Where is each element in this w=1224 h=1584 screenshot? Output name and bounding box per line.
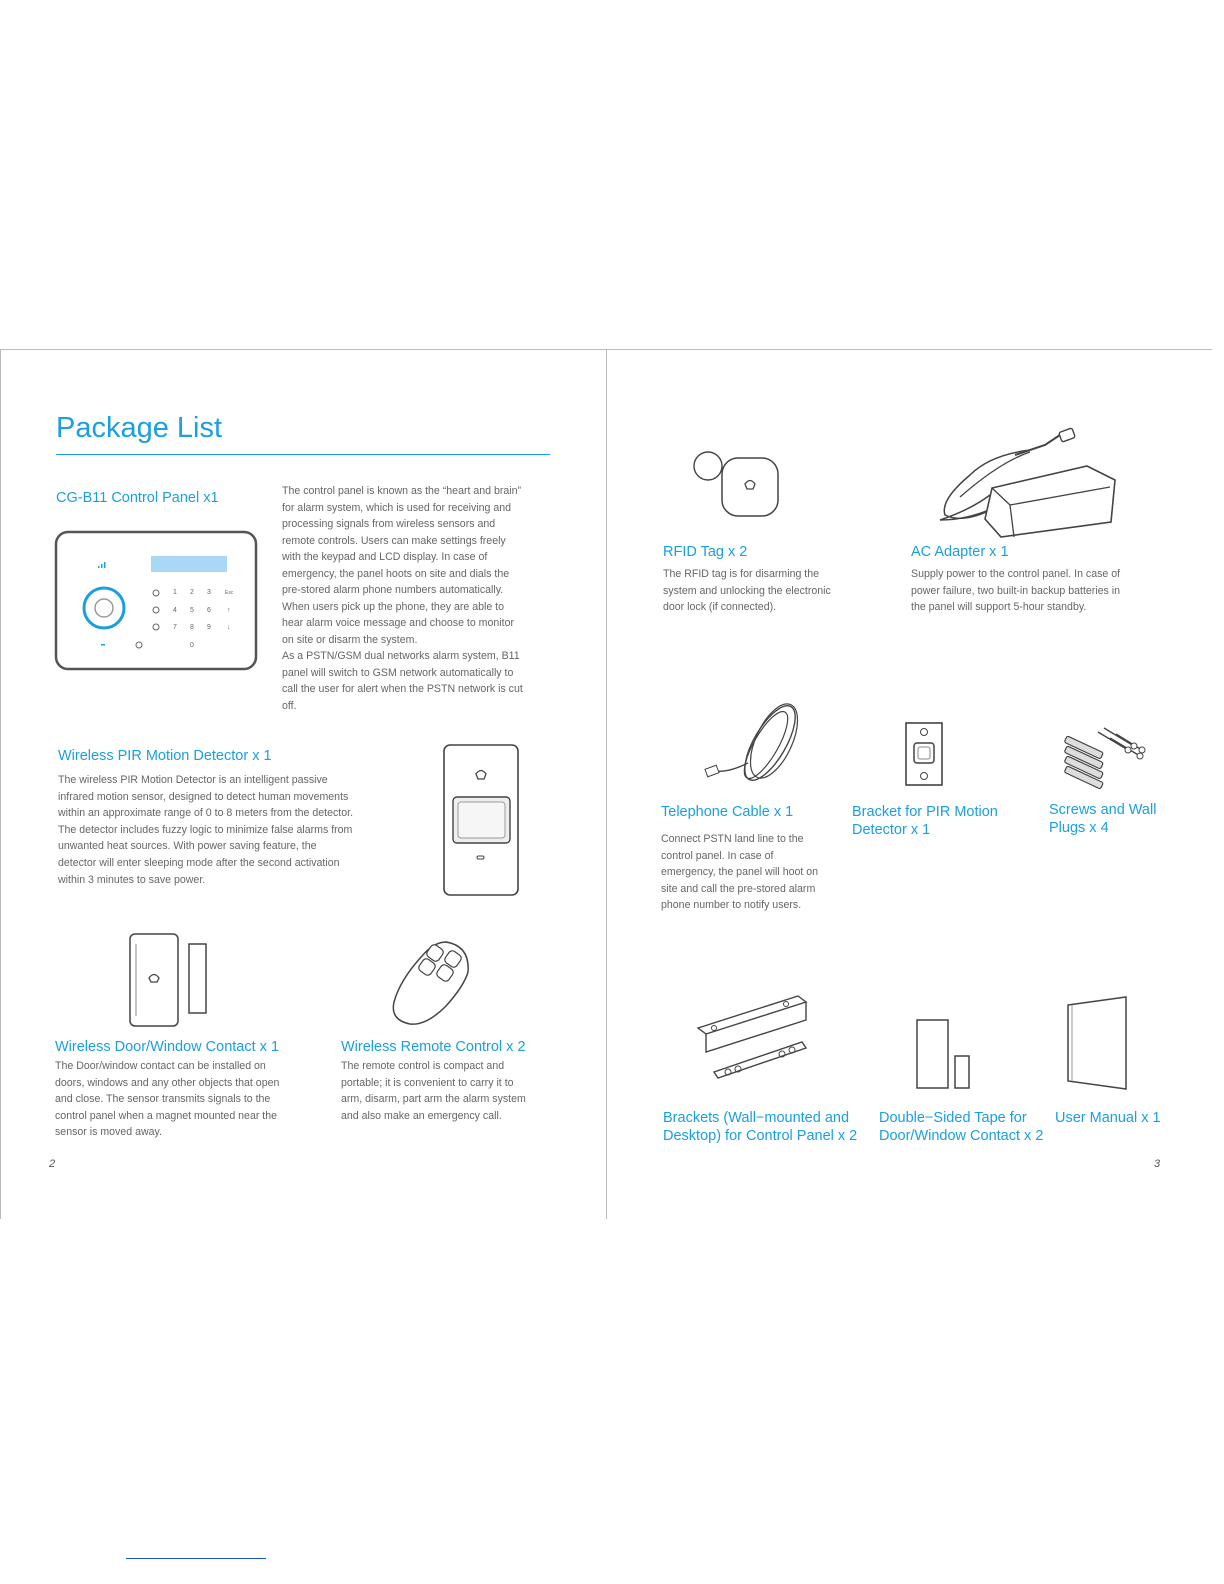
- key-up: ↑: [227, 607, 231, 614]
- telephone-cable-heading: Telephone Cable x 1: [661, 804, 794, 820]
- manual-illustration: [1064, 995, 1130, 1095]
- key-5: 5: [190, 607, 194, 614]
- page-number-right: 3: [1154, 1158, 1161, 1170]
- key-1: 1: [173, 589, 177, 596]
- door-contact-illustration: [126, 930, 210, 1030]
- screws-heading: Screws and Wall Plugs x 4: [1049, 802, 1157, 836]
- footer-link-underline: [126, 1558, 266, 1559]
- rfid-tag-illustration: [690, 450, 782, 520]
- screws-illustration: [1058, 724, 1148, 794]
- rfid-tag-description: The RFID tag is for disarming the system and unlocking the electronic door lock (if connected).: [663, 568, 831, 614]
- door-contact-description: The Door/window contact can be installed on doors, windows and any other objects that open and close. The sensor transmits signals to the control panel when a magnet mounted near the sensor is moved away.: [55, 1060, 280, 1139]
- key-4: 4: [173, 607, 177, 614]
- pir-detector-heading: Wireless PIR Motion Detector x 1: [58, 748, 272, 764]
- rfid-tag-heading: RFID Tag x 2: [663, 544, 748, 560]
- lcd-display: [151, 556, 227, 572]
- page-title: Package List: [56, 412, 223, 444]
- control-panel-description: The control panel is known as the “heart and brain” for alarm system, which is used for receiving and processing signals from wireless sensors and remote controls. Users can make settings freely with the keypad and LCD display. In case of emergency, the panel hoots on site and dials the pre-stored alarm phone numbers automatically. When users pick up the phone, they are able to hear alarm voice message and choose to monitor on site or disarm the system. As a PSTN/GSM dual networks alarm system, B11 panel will switch to GSM network automatically to call the user for alert when the PSTN network is cut off.: [282, 485, 523, 712]
- panel-brackets-illustration: [694, 992, 810, 1088]
- ac-adapter-description: Supply power to the control panel. In case of power failure, two built-in backup batteries in the panel will support 5-hour standby.: [911, 568, 1121, 614]
- key-0: 0: [190, 642, 194, 649]
- remote-control-description: The remote control is compact and portable; it is convenient to carry it to arm, disarm, part arm the alarm system and also make an emergency call.: [341, 1060, 526, 1122]
- control-panel-illustration: [52, 528, 262, 674]
- key-9: 9: [207, 624, 211, 631]
- control-panel-heading: CG-B11 Control Panel x1: [56, 490, 219, 506]
- panel-brackets-heading: Brackets (Wall−mounted and Desktop) for Control Panel x 2: [663, 1110, 858, 1144]
- page-fold-line: [606, 349, 607, 1219]
- ac-adapter-illustration: [930, 430, 1120, 540]
- pir-bracket-illustration: [902, 719, 946, 789]
- left-edge-line: [0, 349, 1, 1219]
- arm-button-inner: [95, 599, 113, 617]
- door-contact-heading: Wireless Door/Window Contact x 1: [55, 1039, 280, 1055]
- manual-heading: User Manual x 1: [1055, 1110, 1161, 1126]
- key-esc: Esc: [225, 590, 234, 596]
- page-number-left: 2: [49, 1158, 56, 1170]
- telephone-cable-description: Connect PSTN land line to the control panel. In case of emergency, the panel will hoot on site and call the pre-stored alarm phone number to notify users.: [661, 833, 819, 912]
- tape-heading: Double−Sided Tape for Door/Window Contact x 2: [879, 1110, 1044, 1144]
- key-7: 7: [173, 624, 177, 631]
- tape-illustration: [914, 1017, 974, 1091]
- remote-control-illustration: [388, 936, 476, 1028]
- key-3: 3: [207, 589, 211, 596]
- ac-adapter-heading: AC Adapter x 1: [911, 544, 1009, 560]
- key-8: 8: [190, 624, 194, 631]
- key-2: 2: [190, 589, 194, 596]
- pir-detector-illustration: [440, 742, 524, 898]
- key-6: 6: [207, 607, 211, 614]
- indicator-led: [101, 644, 105, 646]
- remote-control-heading: Wireless Remote Control x 2: [341, 1039, 526, 1055]
- pir-bracket-heading: Bracket for PIR Motion Detector x 1: [852, 804, 998, 838]
- telephone-cable-illustration: [702, 697, 800, 789]
- key-down: ↓: [227, 624, 231, 631]
- pir-detector-description: The wireless PIR Motion Detector is an intelligent passive infrared motion sensor, designed to detect human movements within an approximate range of 0 to 8 meters from the detector. The detector includes fuzzy logic to minimize false alarms from unwanted heat sources. With power saving feature, the detector will enter sleeping mode after the second activation within 3 minutes to save power.: [58, 774, 354, 886]
- title-underline: [56, 454, 550, 455]
